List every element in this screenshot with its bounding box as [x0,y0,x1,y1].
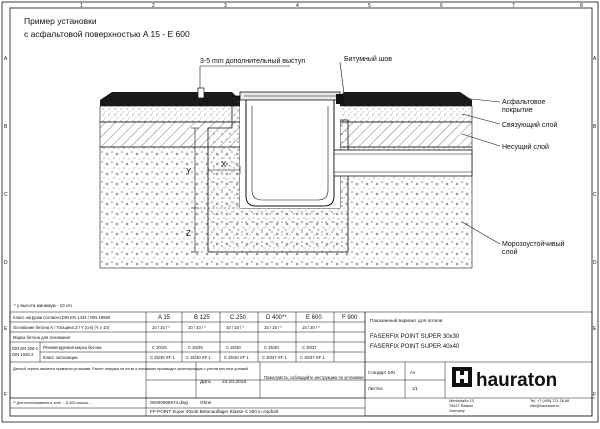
drawing-number: 00000066574.dwg [150,400,188,405]
row5-cell: C 25/30 XF 1 [150,355,175,360]
row3-label: Марка бетона для основания [13,335,70,340]
drawing-caption: FF-POINT Super 40x40 Betonauflager Klasse C 250 in Asphalt [150,409,279,414]
row2-cell: 10 / 15 / * [226,325,244,330]
row4-cell: C 25/30 [264,345,279,350]
disclaimer: Данный чертеж является примером установки. Расчет нагрузки на лотки и основания производит проектировщик с учетом местных условий. [13,367,249,371]
row-marker: D [4,260,8,266]
company-address-1: Werkstraße 13 [449,399,474,403]
height-note: * y высота минимум - 10 cm [14,303,72,308]
company-name: hauraton [476,370,558,391]
col-marker: 5 [368,3,371,9]
row4-cell: C 20/25 [188,345,203,350]
dim-z-label: Z [186,229,191,238]
col-marker: 3 [224,3,227,9]
col-marker: 2 [152,3,155,9]
label-protrusion: 3-5 mm дополнительный выступ [200,58,306,65]
class-d400: D 400** [266,315,287,321]
row-marker: C [4,192,8,198]
group-label-2: DIN 1045-2 [12,352,34,357]
bitumen-joint [336,94,344,104]
standard-value: A4 [410,370,416,375]
company-address-2: 76437 Rastatt [449,404,473,408]
row-marker: B [4,124,8,130]
products-heading: Показанный вариант для лотков [370,319,443,324]
table-header-label: Класс нагрузки согласно DIN EN 1433 / DIN 19580 [13,315,111,320]
row4-label: Рекомендуемая марка бетона [43,345,102,350]
col-marker: 1 [80,3,83,9]
row2-cell: 10 / 10 / * [188,325,206,330]
label-asphalt: Асфальтовое покрытие [502,99,546,114]
level-marker [198,88,204,98]
row2-cell: 15 / 15 / * [264,325,282,330]
dim-y-label: Y [186,167,192,176]
row2-cell: 15 / 20 / * [302,325,320,330]
row-marker: E [593,326,597,332]
sheet-label: Лист/из [368,386,383,391]
row4-cell: C 20/25 [152,345,167,350]
drawing-scale: Ohne [200,400,212,405]
col-marker: 6 [440,3,443,9]
instruction-text: Пожалуйста, соблюдайте инструкцию по установке [264,375,364,380]
title-line-2: с асфальтовой поверхностью A 15 - E 600 [24,29,190,39]
row2-label: Основание бетона X / Толщина Z / Y (cm) (Y ≥ 10) [13,325,110,330]
col-marker: 7 [512,3,515,9]
cross-section [100,88,472,268]
row5-cell: C 30/37 XF 1 [262,355,287,360]
col-marker: 4 [296,3,299,9]
dim-x-label: X [221,160,227,169]
row5-label: Класс экспозиции [43,355,78,360]
row5-cell: C 25/30 XF 1 [224,355,249,360]
standard-label: Стандарт DIN [368,370,395,375]
class-b125: B 125 [194,315,210,321]
title-line-1: Пример установки [24,16,97,26]
class-e600: E 600 [306,315,322,321]
row-marker: F [593,392,597,398]
company-address-3: Germany [449,409,465,413]
col-marker: 8 [580,3,583,9]
row-marker: A [593,56,597,62]
company-logo [452,367,557,391]
class-c250: C 250 [230,315,247,321]
row-marker: A [4,56,8,62]
row5-cell: C 25/30 XF 1 [186,355,211,360]
label-frost: Морозоустойчивый слой [502,241,565,256]
row-marker: F [4,392,8,398]
class-a15: A 15 [158,315,171,321]
row4-cell: C 25/30 [226,345,241,350]
class-f900: F 900 [342,315,358,321]
label-base: Несущий слой [502,144,549,151]
label-bitumen: Битумный шов [344,56,393,63]
row-marker: D [593,260,597,266]
label-binder: Связующий слой [502,122,558,129]
company-phone: Tel. +7 (495) 721 26 68 [530,399,570,403]
group-label-1: DIN EN 206-1 [12,346,39,351]
date-value: 24.10.2018 [222,380,247,385]
row5-cell: C 30/37 XF 1 [300,355,325,360]
product-line-1: FASERFIX POINT SUPER 30x30 [370,334,460,340]
product-line-2: FASERFIX POINT SUPER 40x40 [370,344,460,350]
row-marker: B [593,124,597,130]
row-marker: E [4,326,8,332]
company-email: info@hauraton.ru [530,404,560,408]
footnote: ** Для использования в зоне ... D 400 класса... [13,401,91,405]
row2-cell: 10 / 10 / * [152,325,170,330]
sheet-value: 1/1 [412,386,418,391]
row-marker: C [593,192,597,198]
drain-body [240,100,340,208]
date-label: Дата [200,380,211,385]
row4-cell: C 30/37 [302,345,317,350]
